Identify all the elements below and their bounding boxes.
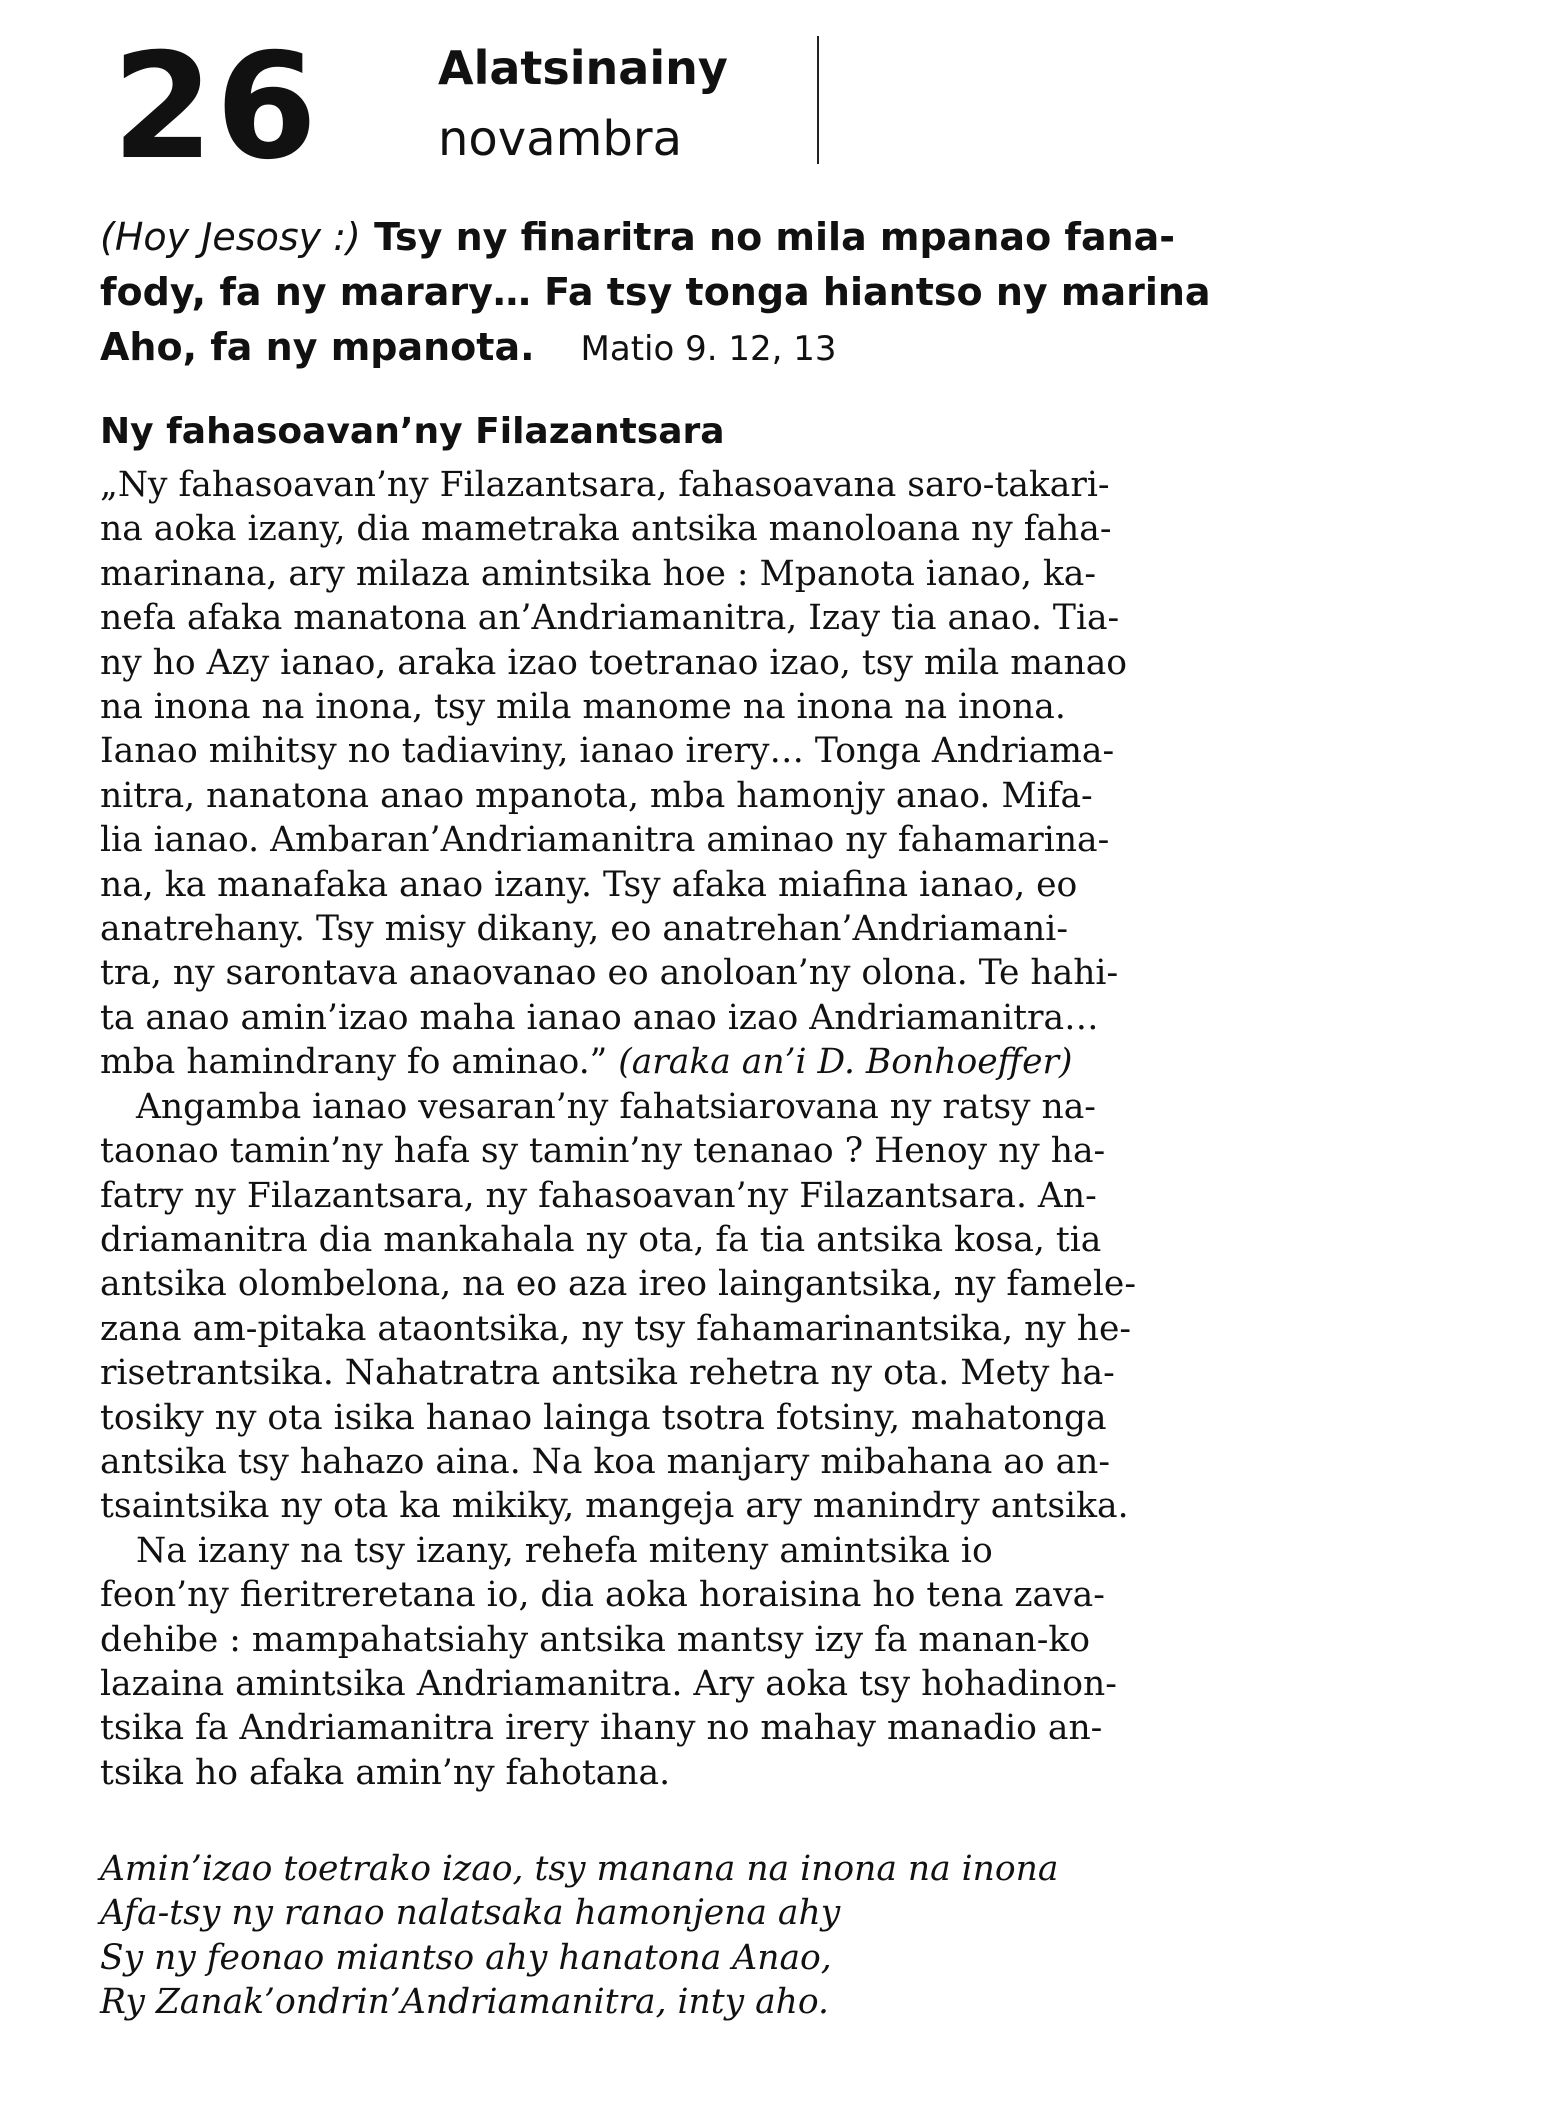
verse-line <box>100 210 1440 265</box>
body-line: na inona na inona, tsy mila manome na inona na inona. <box>100 687 1066 728</box>
header-divider <box>817 36 819 164</box>
quote-end: mba hamindrany fo aminao.” <box>100 1042 608 1083</box>
day-number: 26 <box>112 22 320 192</box>
daily-verse <box>100 210 1440 377</box>
article-body <box>100 463 1450 1795</box>
body-line: na aoka izany, dia mametraka antsika manoloana ny faha- <box>100 509 1112 550</box>
body-line: ta anao amin’izao maha ianao anao izao Andriamanitra… <box>100 997 1099 1038</box>
body-line: „Ny fahasoavan’ny Filazantsara, fahasoavana saro-takari- <box>100 465 1110 505</box>
body-line: ny ho Azy ianao, araka izao toetranao izao, tsy mila manao <box>100 642 1128 683</box>
body-line: tsika fa Andriamanitra irery ihany no mahay manadio an- <box>100 1708 1103 1749</box>
body-line: marinana, ary milaza amintsika hoe : Mpanota ianao, ka- <box>100 553 1097 594</box>
verse-line <box>100 320 1440 377</box>
verse-speaker: (Hoy Jesosy :) <box>100 215 361 259</box>
body-line: driamanitra dia mankahala ny ota, fa tia antsika kosa, tia <box>100 1219 1102 1260</box>
body-line: nefa afaka manatona an’Andriamanitra, Izay tia anao. Tia- <box>100 598 1120 639</box>
poem-line: Amin’izao toetrako izao, tsy manana na inona na inona <box>100 1849 1059 1889</box>
body-line: risetrantsika. Nahatratra antsika rehetra ny ota. Mety ha- <box>100 1353 1115 1394</box>
verse-line: fody, fa ny marary… Fa tsy tonga hiantso ny marina <box>100 270 1211 314</box>
closing-poem <box>100 1847 1058 2025</box>
body-line: tsaintsika ny ota ka mikiky, mangeja ary manindry antsika. <box>100 1486 1129 1527</box>
poem-line: Ry Zanak’ondrin’Andriamanitra, inty aho. <box>100 1982 830 2023</box>
body-line: tra, ny sarontava anaovanao eo anoloan’ny olona. Te hahi- <box>100 953 1119 994</box>
body-line: na, ka manafaka anao izany. Tsy afaka miafina ianao, eo <box>100 864 1078 905</box>
body-line: nitra, nanatona anao mpanota, mba hamonjy anao. Mifa- <box>100 775 1093 816</box>
body-line: dehibe : mampahatsiahy antsika mantsy izy fa manan-ko <box>100 1619 1091 1660</box>
weekday-label: Alatsinainy <box>438 41 728 95</box>
body-line <box>100 1040 1450 1084</box>
section-title: Ny fahasoavan’ny Filazantsara <box>100 411 725 452</box>
quote-attribution: (araka an’i D. Bonhoeffer) <box>618 1042 1073 1083</box>
date-header <box>112 22 852 192</box>
body-line: lazaina amintsika Andriamanitra. Ary aoka tsy hohadinon- <box>100 1663 1117 1704</box>
body-line: antsika olombelona, na eo aza ireo laingantsika, ny famele- <box>100 1264 1137 1305</box>
body-line: feon’ny fieritreretana io, dia aoka horaisina ho tena zava- <box>100 1575 1105 1616</box>
month-label: novambra <box>438 111 682 167</box>
poem-line: Sy ny feonao miantso ahy hanatona Anao, <box>100 1937 832 1978</box>
verse-line-text: Aho, fa ny mpanota. <box>100 325 535 369</box>
body-line: tosiky ny ota isika hanao lainga tsotra fotsiny, mahatonga <box>100 1397 1107 1438</box>
body-line: Angamba ianao vesaran’ny fahatsiarovana ny ratsy na- <box>136 1086 1096 1127</box>
body-line: zana am-pitaka ataontsika, ny tsy fahamarinantsika, ny he- <box>100 1308 1132 1349</box>
body-line: antsika tsy hahazo aina. Na koa manjary mibahana ao an- <box>100 1441 1111 1482</box>
verse-reference: Matio 9. 12, 13 <box>580 329 837 369</box>
body-line: fatry ny Filazantsara, ny fahasoavan’ny Filazantsara. An- <box>100 1175 1097 1216</box>
body-line: Na izany na tsy izany, rehefa miteny amintsika io <box>136 1530 993 1571</box>
body-line: anatrehany. Tsy misy dikany, eo anatrehan’Andriamani- <box>100 909 1068 950</box>
body-line: Ianao mihitsy no tadiaviny, ianao irery… Tonga Andriama- <box>100 731 1115 772</box>
verse-line-text: Tsy ny finaritra no mila mpanao fana- <box>374 215 1176 259</box>
poem-line: Afa-tsy ny ranao nalatsaka hamonjena ahy <box>100 1893 841 1934</box>
body-line: tsika ho afaka amin’ny fahotana. <box>100 1752 671 1793</box>
body-line: taonao tamin’ny hafa sy tamin’ny tenanao ? Henoy ny ha- <box>100 1131 1106 1172</box>
body-line: lia ianao. Ambaran’Andriamanitra aminao ny fahamarina- <box>100 820 1110 861</box>
